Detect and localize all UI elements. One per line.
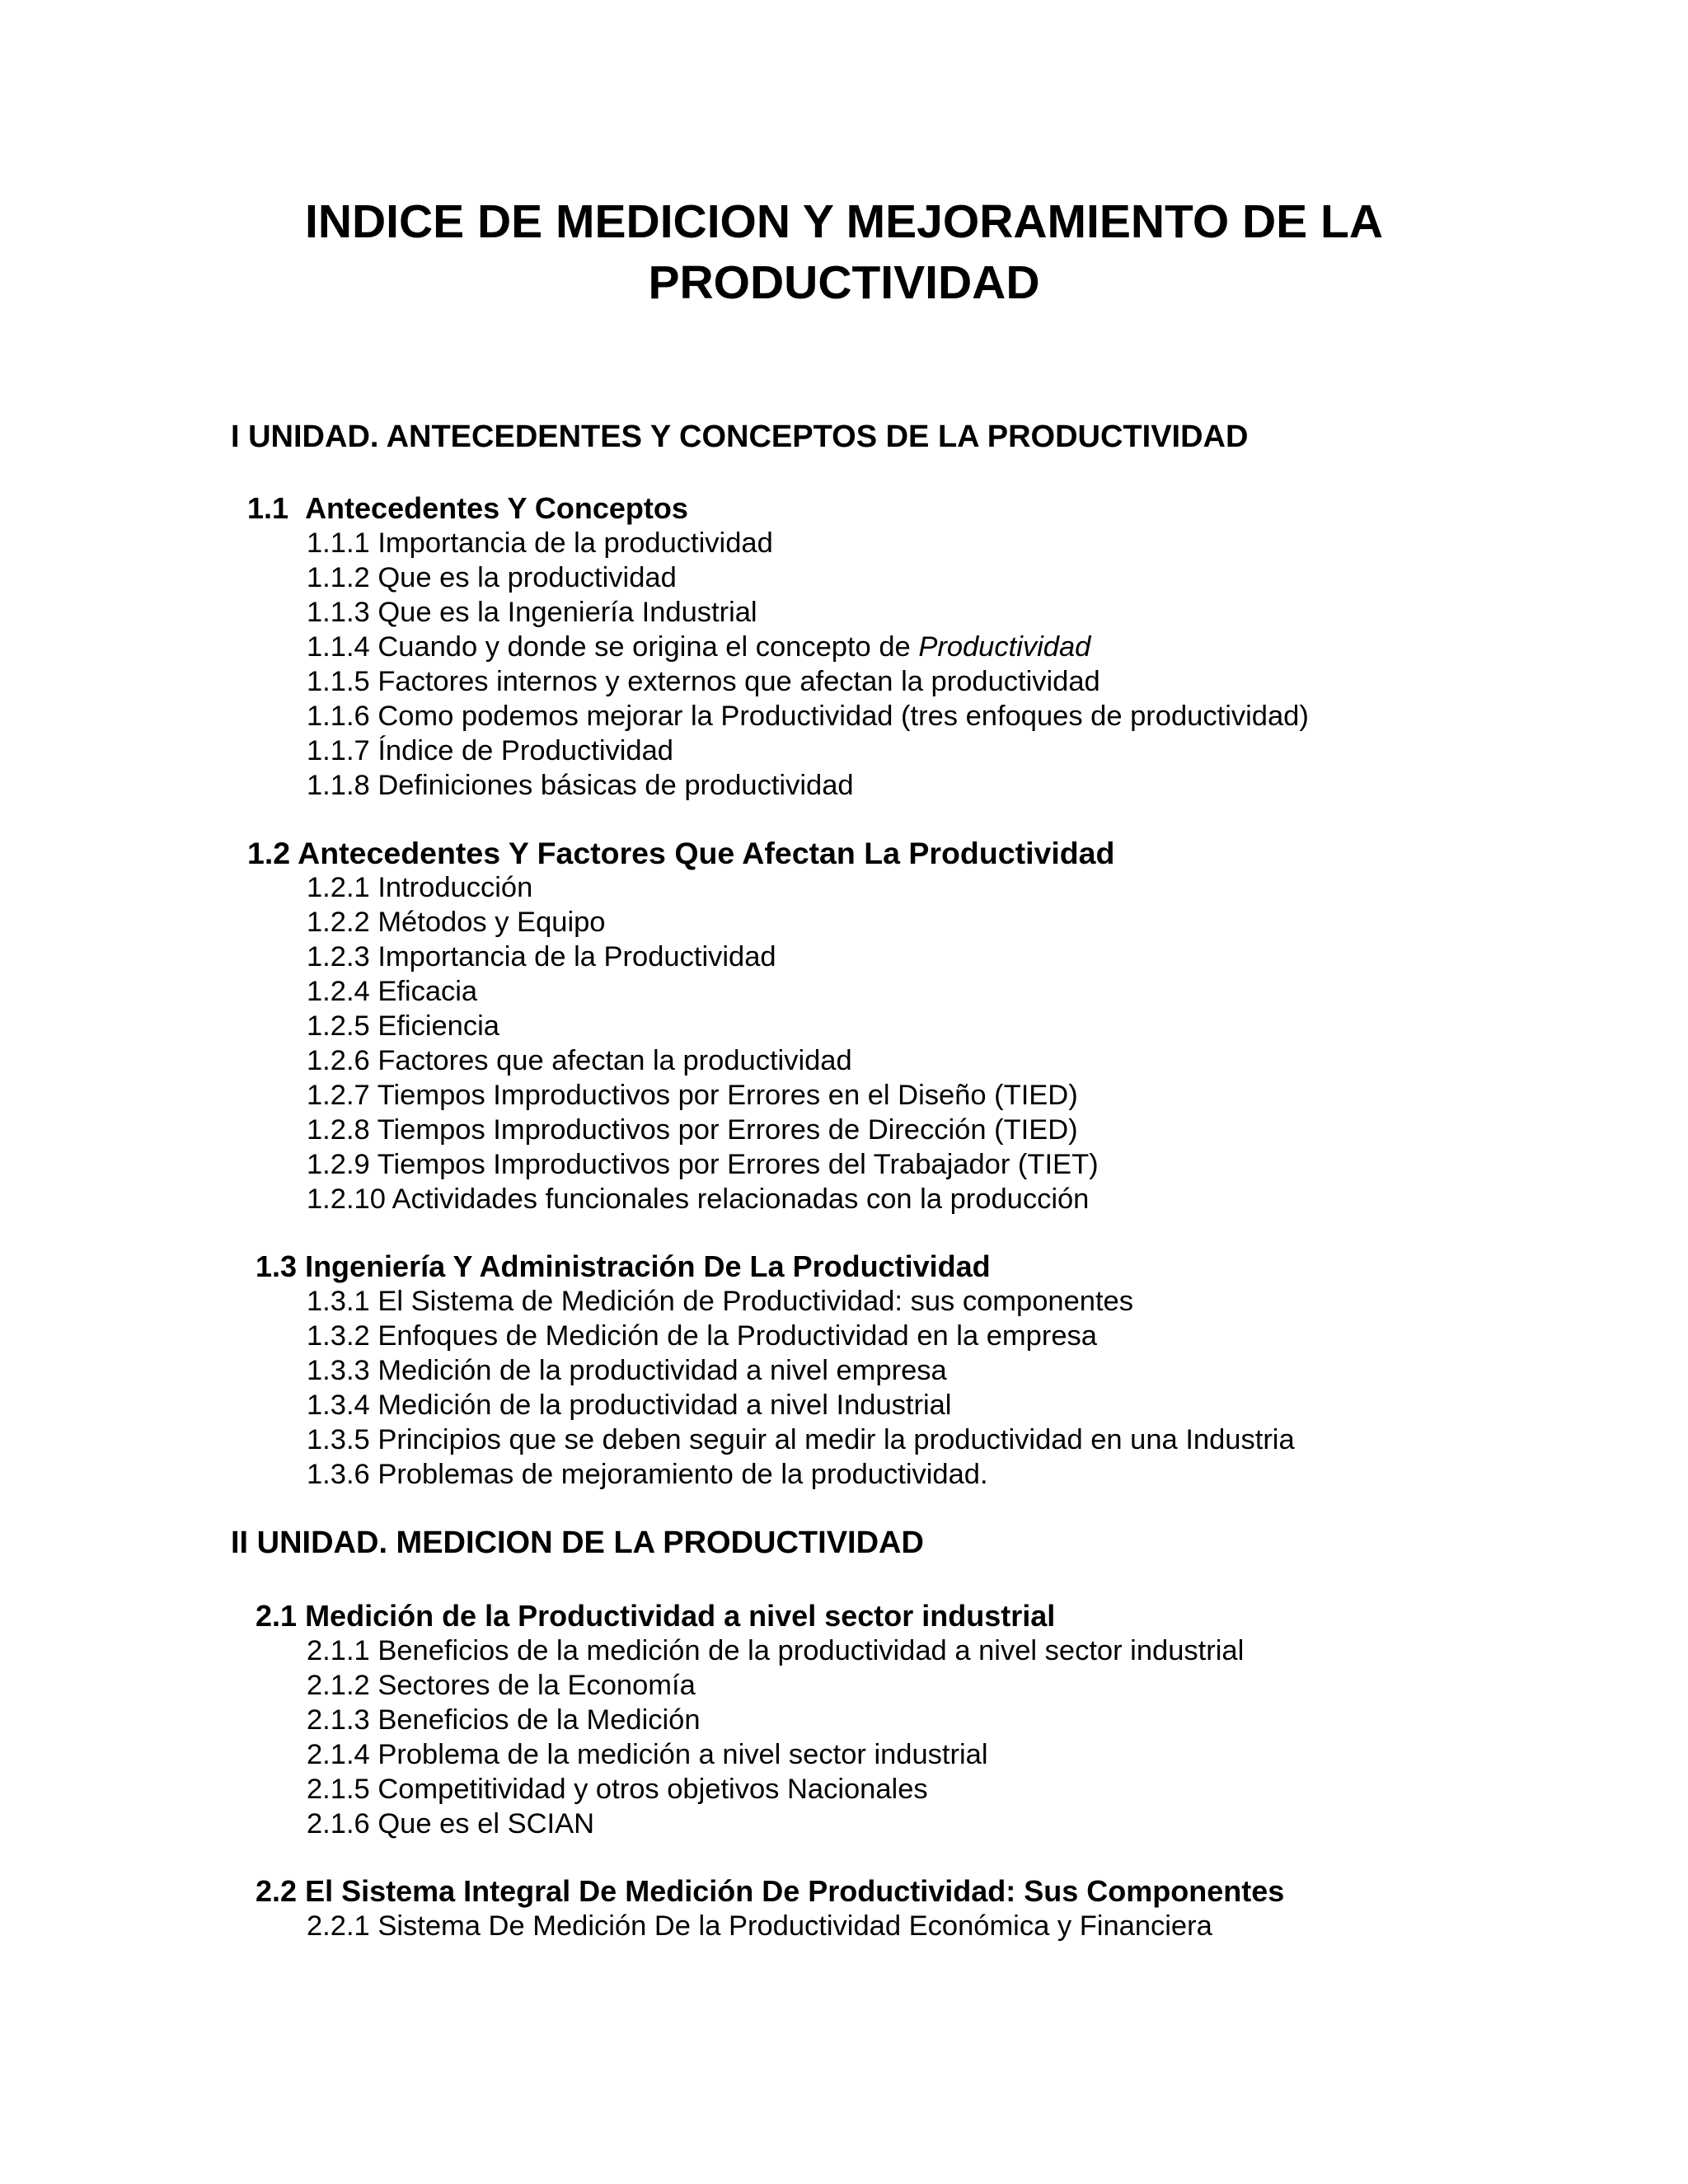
section-label: Antecedentes Y Conceptos <box>305 491 688 525</box>
section-number: 1.3 <box>256 1249 298 1283</box>
list-item: 1.3.2 Enfoques de Medición de la Productividad en la empresa <box>307 1320 1097 1352</box>
list-item: 2.1.6 Que es el SCIAN <box>307 1808 595 1840</box>
page-title-line-2: PRODUCTIVIDAD <box>648 256 1040 309</box>
list-item: 1.1.1 Importancia de la productividad <box>307 527 773 559</box>
list-item <box>307 630 1309 664</box>
section-item-list <box>307 1909 1212 1943</box>
list-item-text: 1.1.4 Cuando y donde se origina el concepto de <box>307 631 911 663</box>
list-item: 1.1.8 Definiciones básicas de productividad <box>307 770 854 801</box>
section-item-list <box>307 526 1309 803</box>
list-item: 1.3.4 Medición de la productividad a nivel Industrial <box>307 1390 952 1421</box>
list-item: 1.1.7 Índice de Productividad <box>307 735 673 766</box>
page-title <box>0 191 1688 313</box>
list-item: 1.2.4 Eficacia <box>307 976 478 1007</box>
list-item: 1.1.3 Que es la Ingeniería Industrial <box>307 597 757 628</box>
list-item: 2.1.5 Competitividad y otros objetivos Nacionales <box>307 1774 928 1805</box>
section-title <box>256 1874 1284 1909</box>
section-item-list <box>307 1633 1244 1841</box>
list-item: 1.2.2 Métodos y Equipo <box>307 907 606 938</box>
list-item: 1.2.9 Tiempos Improductivos por Errores del Trabajador (TIET) <box>307 1149 1099 1180</box>
section-number: 2.2 <box>256 1874 298 1908</box>
list-item: 1.3.1 El Sistema de Medición de Productividad: sus componentes <box>307 1286 1133 1317</box>
list-item: 1.2.1 Introducción <box>307 872 533 903</box>
section-item-list <box>307 870 1099 1216</box>
section-label: Medición de la Productividad a nivel sector industrial <box>305 1599 1056 1633</box>
list-item: 1.2.3 Importancia de la Productividad <box>307 941 776 972</box>
list-item: 1.1.6 Como podemos mejorar la Productividad (tres enfoques de productividad) <box>307 701 1309 732</box>
section-label: El Sistema Integral De Medición De Productividad: Sus Componentes <box>305 1874 1285 1908</box>
section-title <box>247 491 688 526</box>
section-label: Ingeniería Y Administración De La Productividad <box>305 1249 991 1283</box>
list-item: 2.1.4 Problema de la medición a nivel sector industrial <box>307 1739 988 1770</box>
list-item: 1.2.6 Factores que afectan la productividad <box>307 1045 852 1076</box>
section-number: 1.2 <box>247 836 291 870</box>
list-item: 1.1.2 Que es la productividad <box>307 562 677 593</box>
section-number: 2.1 <box>256 1599 298 1633</box>
section-number: 1.1 <box>247 491 289 525</box>
list-item: 1.2.7 Tiempos Improductivos por Errores en el Diseño (TIED) <box>307 1080 1078 1111</box>
unit-1-title: I UNIDAD. ANTECEDENTES Y CONCEPTOS DE LA PRODUCTIVIDAD <box>231 419 1249 454</box>
list-item: 1.2.5 Eficiencia <box>307 1010 499 1042</box>
list-item: 1.3.3 Medición de la productividad a nivel empresa <box>307 1355 947 1386</box>
italic-term: Productividad <box>918 631 1091 663</box>
list-item: 1.2.8 Tiempos Improductivos por Errores de Dirección (TIED) <box>307 1114 1078 1146</box>
section-item-list <box>307 1284 1295 1492</box>
list-item: 2.1.3 Beneficios de la Medición <box>307 1704 701 1736</box>
section-title <box>247 836 1114 870</box>
list-item: 2.1.2 Sectores de la Economía <box>307 1670 696 1701</box>
list-item: 1.3.6 Problemas de mejoramiento de la productividad. <box>307 1459 988 1490</box>
list-item: 1.1.5 Factores internos y externos que afectan la productividad <box>307 666 1100 697</box>
list-item: 2.2.1 Sistema De Medición De la Productividad Económica y Financiera <box>307 1910 1212 1942</box>
list-item: 1.3.5 Principios que se deben seguir al medir la productividad en una Industria <box>307 1424 1295 1455</box>
page-title-line-1: INDICE DE MEDICION Y MEJORAMIENTO DE LA <box>305 195 1383 248</box>
section-title <box>256 1599 1055 1633</box>
section-title <box>256 1249 991 1284</box>
section-label: Antecedentes Y Factores Que Afectan La Productividad <box>298 836 1115 870</box>
list-item: 1.2.10 Actividades funcionales relacionadas con la producción <box>307 1183 1090 1215</box>
list-item: 2.1.1 Beneficios de la medición de la productividad a nivel sector industrial <box>307 1635 1245 1666</box>
unit-2-title: II UNIDAD. MEDICION DE LA PRODUCTIVIDAD <box>231 1526 924 1560</box>
